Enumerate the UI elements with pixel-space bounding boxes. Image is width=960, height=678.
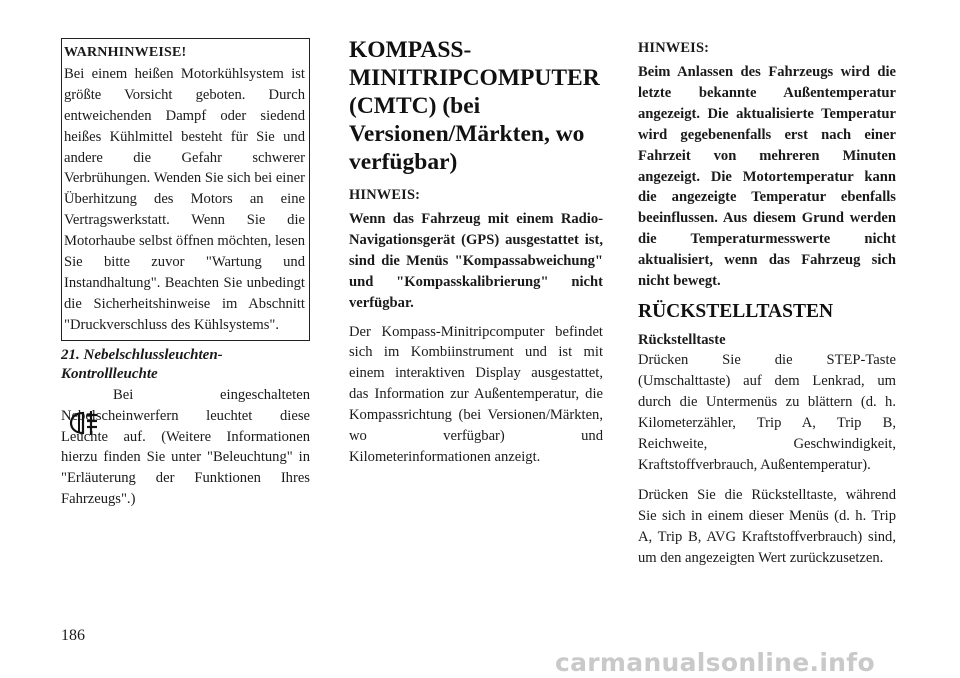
warning-title: WARNHINWEISE! <box>64 45 187 60</box>
item-21-text: Bei eingeschalteten Nebelscheinwerfern leuchtet diese Leuchte auf. (Weitere Informationen hierzu finden Sie unter "Beleuchtung" in "Erläuterung der Funktionen Ihres Fahrzeugs".) <box>61 386 310 508</box>
cmtc-note-text: Wenn das Fahrzeug mit einem Radio-Navigationsgerät (GPS) ausgestattet ist, sind die Menüs "Kompassabweichung" und "Kompasskalibrierung" nicht verfügbar. <box>349 211 603 311</box>
reset-section-heading: RÜCKSTELLTASTEN <box>638 300 834 322</box>
item-21-title: 21. Nebelschlussleuchten-Kontrollleuchte <box>61 346 223 382</box>
cmtc-note-label: HINWEIS: <box>349 187 421 203</box>
col3-note-label: HINWEIS: <box>638 40 710 56</box>
watermark: carmanualsonline.info <box>555 648 875 677</box>
cmtc-body: Der Kompass-Minitripcomputer befindet sich im Kombiinstrument und ist mit einem interaktiven Display ausgestattet, das Information zur Außentemperatur, die Kompassrichtung (bei Versionen/Märkten, wo verfügbar) und Kilometerinformationen anzeigt. <box>349 323 603 465</box>
reset-paragraph-1: Drücken Sie die STEP-Taste (Umschalttaste) auf dem Lenkrad, um durch die Untermenüs zu blättern (d. h. Kilometerzähler, Trip A, Trip B, Reichweite, Geschwindigkeit, Kraftstoffverbrauch, Außentemperatur). <box>638 351 896 473</box>
reset-subheading: Rückstelltaste <box>638 331 726 348</box>
warning-box <box>61 38 310 341</box>
col3-note-text: Beim Anlassen des Fahrzeugs wird die letzte bekannte Außentemperatur angezeigt. Die aktualisierte Temperatur wird gegebenenfalls erst nach einer Fahrzeit von mehreren Minuten angezeigt. Die Motortemperatur kann die angezeigte Temperatur ebenfalls beeinflussen. Aus diesem Grund werden die Temperaturmesswerte nicht aktualisiert, wenn das Fahrzeug sich nicht bewegt. <box>638 64 896 290</box>
warning-text: Bei einem heißen Motorkühlsystem ist größte Vorsicht geboten. Durch entweichenden Dampf oder siedend heißes Kühlmittel besteht für Sie und andere die Gefahr schwerer Verbrühungen. Wenden Sie sich bei einer Überhitzung des Motors an eine Vertragswerkstatt. Wenn Sie die Motorhaube selbst öffnen möchten, lesen Sie bitte zuvor "Wartung und Instandhaltung". Beachten Sie unbedingt die Sicherheitshinweise im Abschnitt "Druckverschluss des Kühlsystems". <box>64 65 305 333</box>
left-column <box>61 38 310 510</box>
reset-paragraph-2: Drücken Sie die Rückstelltaste, während Sie sich in einem dieser Menüs (d. h. Trip A, Trip B, AVG Kraftstoffverbrauch) sind, um den angezeigten Wert zurückzusetzen. <box>638 487 896 567</box>
rear-fog-light-icon <box>61 409 105 437</box>
page-number: 186 <box>61 627 85 644</box>
item-21 <box>61 385 310 510</box>
cmtc-heading: KOMPASS-MINITRIPCOMPUTER (CMTC) (bei Versionen/Märkten, wo verfügbar) <box>349 37 600 175</box>
right-column <box>638 38 896 579</box>
middle-column <box>349 36 603 478</box>
